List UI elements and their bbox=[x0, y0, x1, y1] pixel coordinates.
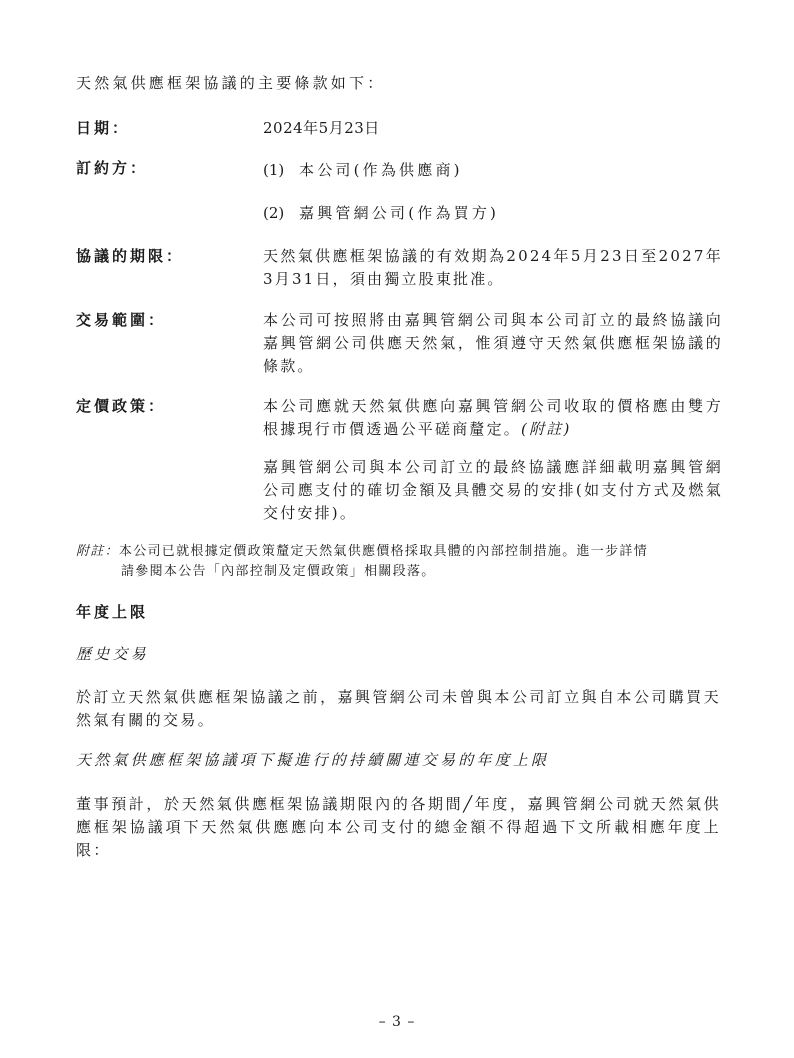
footnote bbox=[76, 542, 721, 582]
historical-heading: 歷史交易 bbox=[76, 645, 149, 663]
cap-text: 董事預計，於天然氣供應框架協議期限內的各期間╱年度，嘉興管網公司就天然氣供應框架協議項下天然氣供應應向本公司支付的總金額不得超過下文所載相應年度上限： bbox=[76, 795, 721, 859]
cap-heading: 天然氣供應框架協議項下擬進行的持續關連交易的年度上限 bbox=[76, 751, 550, 769]
date-value: 2024年5月23日 bbox=[263, 119, 380, 137]
pricing-text-1 bbox=[263, 395, 723, 441]
historical-text: 於訂立天然氣供應框架協議之前，嘉興管網公司未曾與本公司訂立與自本公司購買天然氣有關的交易。 bbox=[76, 688, 721, 729]
pricing-label: 定價政策： bbox=[76, 397, 167, 415]
footnote-text-2: 請參閱本公告「內部控制及定價政策」相關段落。 bbox=[121, 564, 436, 579]
party-item-1 bbox=[263, 159, 463, 181]
footnote-tag: 附註： bbox=[76, 544, 119, 559]
pricing-text-2: 嘉興管網公司與本公司訂立的最終協議應詳細載明嘉興管網公司應支付的確切金額及具體交易的安排(如支付方式及燃氣交付安排)。 bbox=[263, 458, 723, 522]
party-name: 嘉興管網公司(作為買方) bbox=[299, 204, 500, 222]
term-label: 協議的期限： bbox=[76, 247, 185, 265]
intro-text: 天然氣供應框架協議的主要條款如下： bbox=[76, 74, 386, 92]
term-text: 天然氣供應框架協議的有效期為2024年5月23日至2027年3月31日，須由獨立股東批准。 bbox=[263, 247, 723, 288]
parties-label: 訂約方： bbox=[76, 159, 149, 177]
footnote-text-1: 本公司已就根據定價政策釐定天然氣供應價格採取具體的內部控制措施。進一步詳情 bbox=[118, 544, 649, 559]
annual-cap-heading: 年度上限 bbox=[76, 603, 149, 621]
party-number: (1) bbox=[263, 161, 285, 179]
party-number: (2) bbox=[263, 204, 285, 222]
scope-text: 本公司可按照將由嘉興管網公司與本公司訂立的最終協議向嘉興管網公司供應天然氣，惟須遵守天然氣供應框架協議的條款。 bbox=[263, 311, 723, 375]
page-number: – 3 – bbox=[378, 1014, 416, 1030]
party-item-2 bbox=[263, 202, 499, 224]
pricing-note-ref: (附註) bbox=[521, 420, 572, 438]
party-name: 本公司(作為供應商) bbox=[299, 161, 463, 179]
pricing-text-1-body: 本公司應就天然氣供應向嘉興管網公司收取的價格應由雙方根據現行市價透過公平磋商釐定。 bbox=[263, 397, 723, 438]
date-label: 日期： bbox=[76, 119, 131, 137]
scope-label: 交易範圍： bbox=[76, 311, 167, 329]
